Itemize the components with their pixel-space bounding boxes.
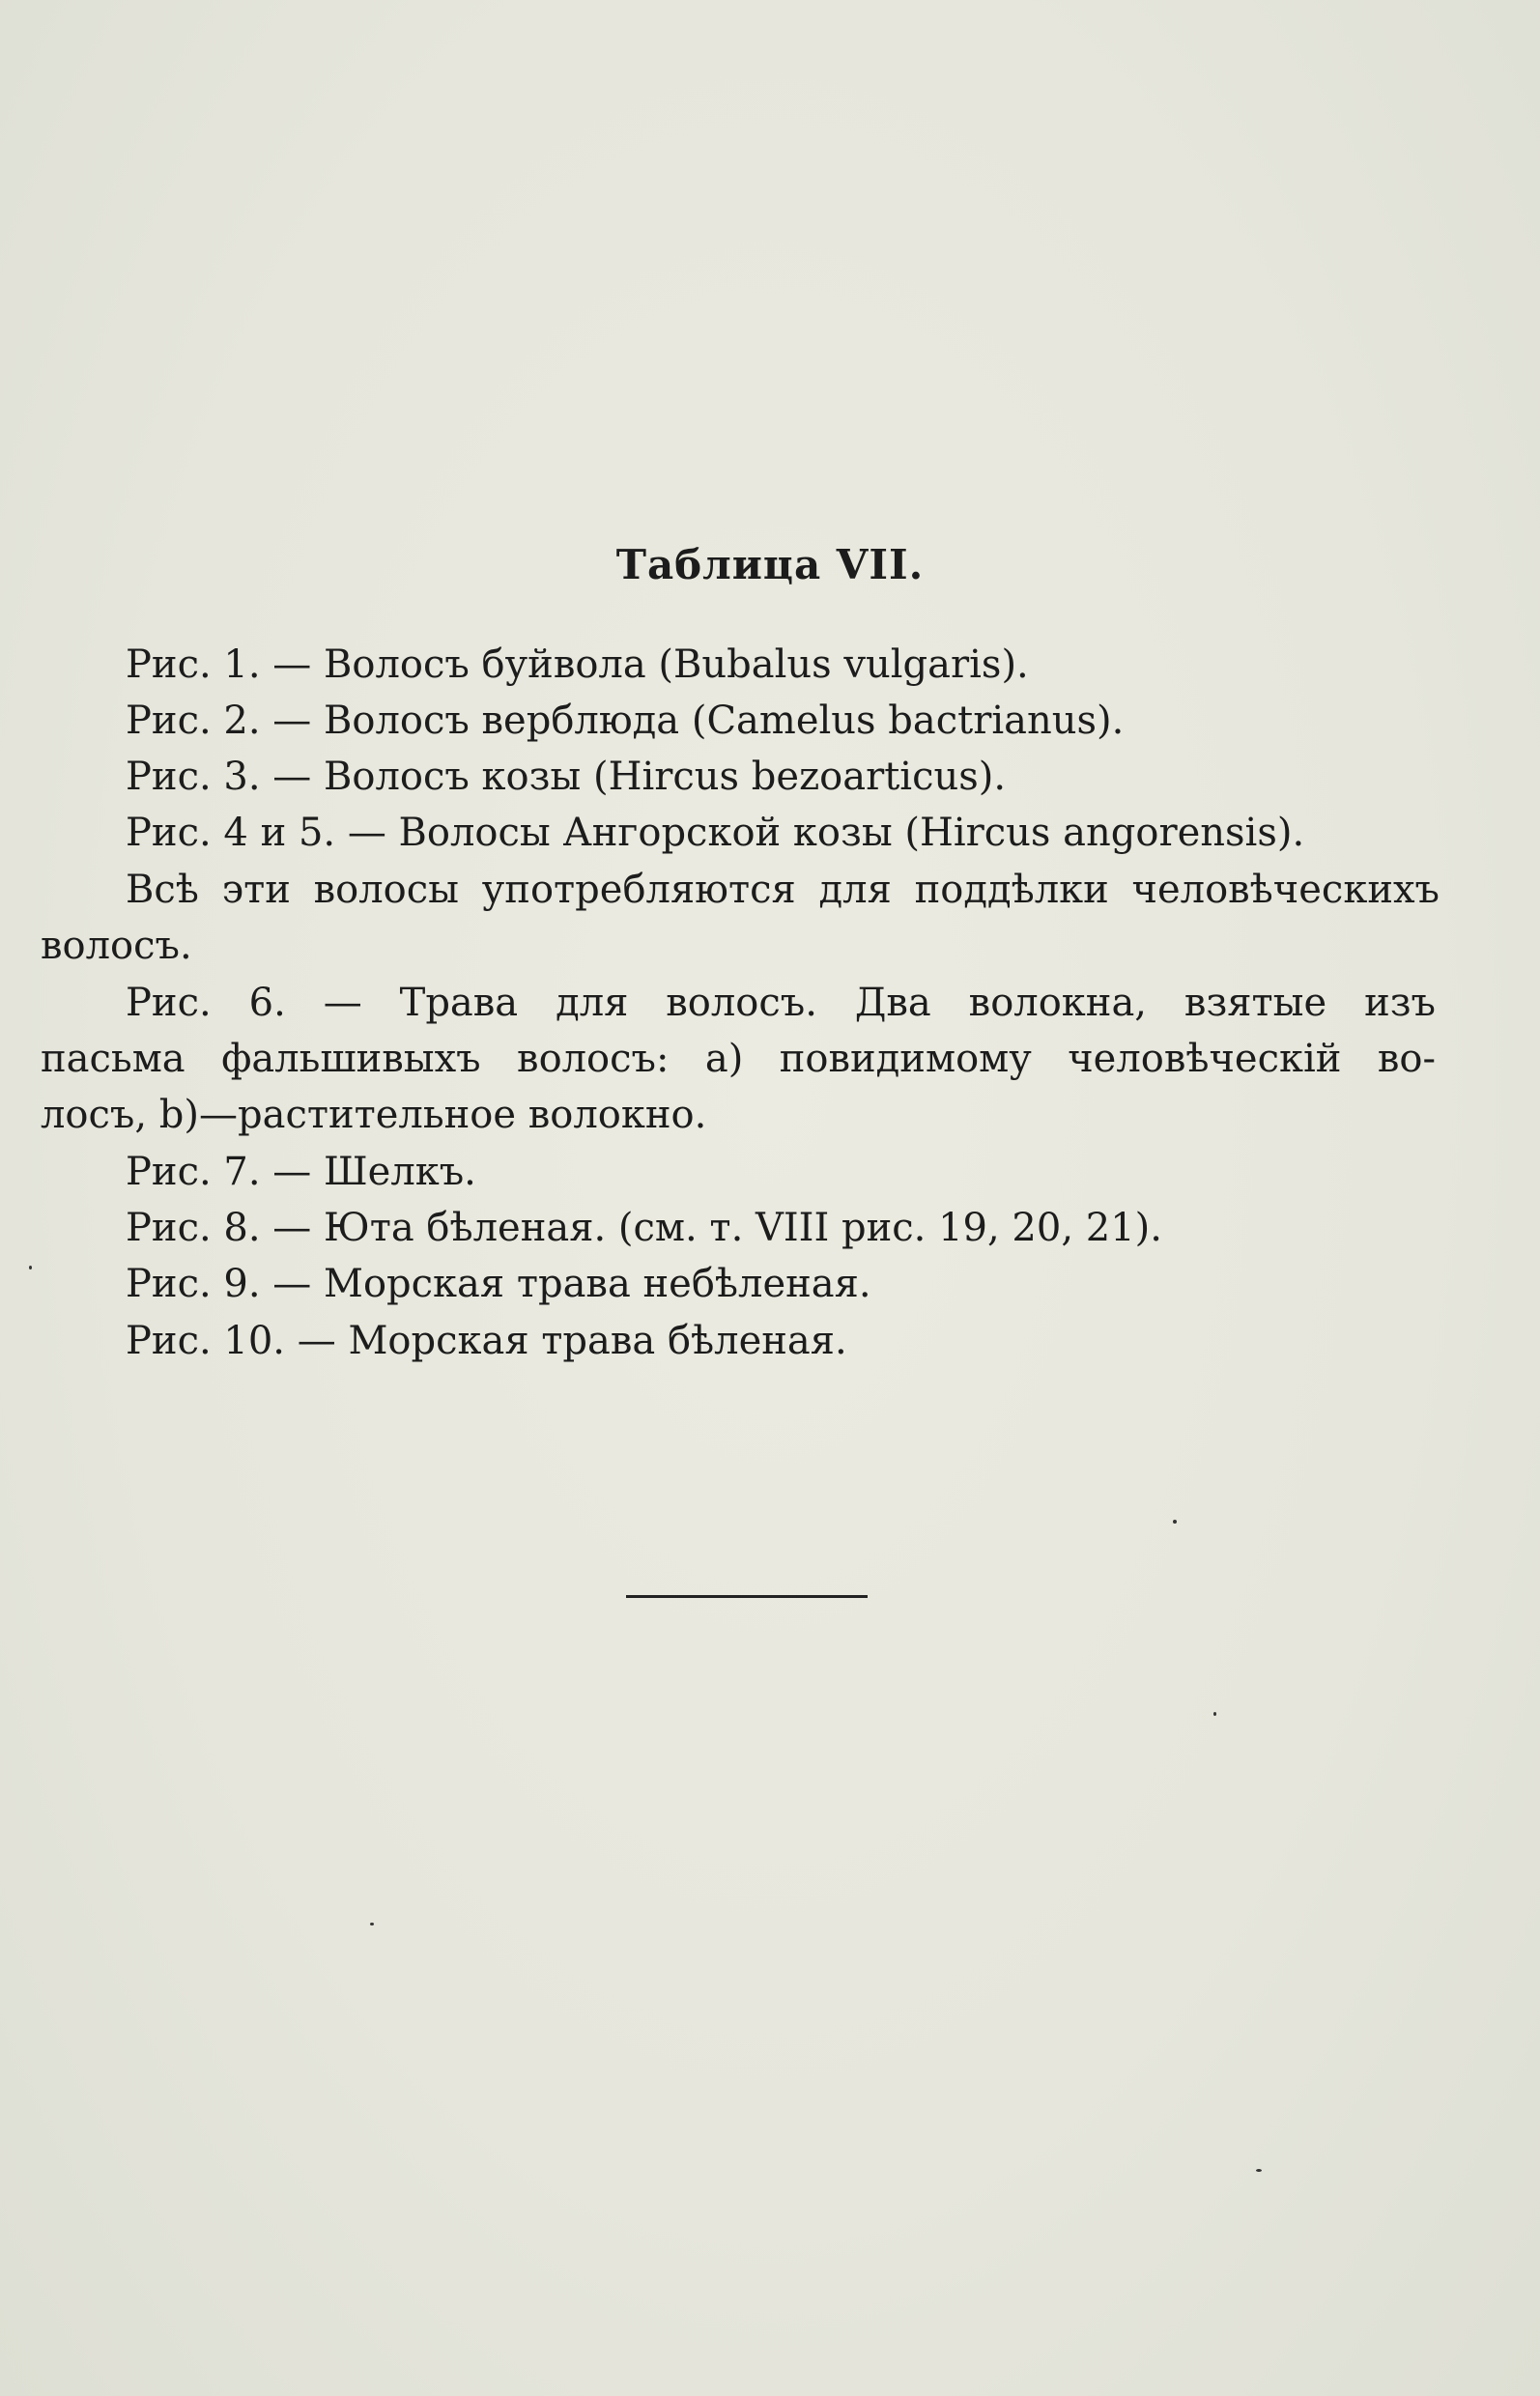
figure-caption-10: Рис. 10. — Морская трава бѣленая. [126,1319,847,1363]
paper-speck [29,1266,32,1269]
figure-caption-6-line-3: лосъ, b)—растительное волокно. [41,1093,707,1137]
figure-caption-3: Рис. 3. — Волосъ козы (Hircus bezoarticus). [126,755,1007,799]
paper-speck [1213,1712,1216,1716]
paper-speck [370,1923,374,1925]
figure-caption-2: Рис. 2. — Волосъ верблюда (Camelus bactrianus). [126,699,1125,743]
paper-speck [1173,1520,1177,1524]
paper-speck [1256,2169,1262,2172]
note-line-1: Всѣ эти волосы употребляются для поддѣлки человѣческихъ [126,868,1440,912]
figure-caption-1: Рис. 1. — Волосъ буйвола (Bubalus vulgaris). [126,642,1029,687]
figure-caption-9: Рис. 9. — Морская трава небѣленая. [126,1262,871,1306]
page-heading: Таблица VII. [615,541,925,588]
figure-caption-7: Рис. 7. — Шелкъ. [126,1150,476,1194]
note-line-2: волосъ. [41,924,192,968]
figure-caption-6-line-2: пасьма фальшивыхъ волосъ: а) повидимому человѣческій во- [41,1037,1436,1081]
figure-caption-8: Рис. 8. — Юта бѣленая. (см. т. VIII рис. 19, 20, 21). [126,1206,1162,1250]
figure-caption-4-5: Рис. 4 и 5. — Волосы Ангорской козы (Hircus angorensis). [126,811,1305,855]
figure-caption-6-line-1: Рис. 6. — Трава для волосъ. Два волокна, взятые изъ [126,981,1436,1025]
horizontal-rule [626,1595,868,1598]
